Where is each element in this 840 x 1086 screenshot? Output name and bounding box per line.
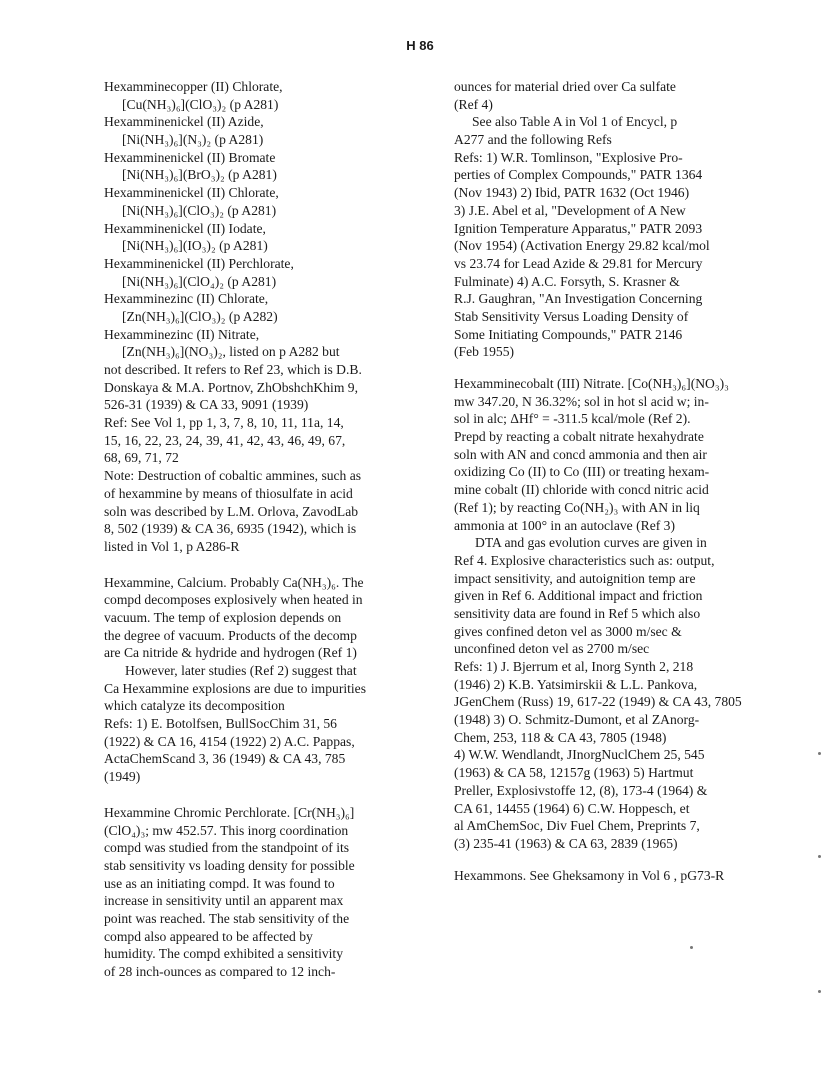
entry-heading: Hexamminenickel (II) Perchlorate, (104, 255, 294, 271)
text-line: 526-31 (1939) & CA 33, 9091 (1939) (104, 397, 309, 413)
entry-formula: [Cu(NH₃)₆](ClO₃)₂ (p A281) (122, 96, 279, 112)
scan-speck (818, 855, 821, 858)
text-line: ounces for material dried over Ca sulfate (454, 79, 676, 94)
reference-line: Preller, Explosivstoffe 12, (8), 173-4 (1964) & (454, 782, 708, 798)
reference-line: Ref: See Vol 1, pp 1, 3, 7, 8, 10, 11, 11a, 14, (104, 415, 344, 431)
reference-line: Ignition Temperature Apparatus," PATR 2093 (454, 220, 703, 236)
reference-line: 15, 16, 22, 23, 24, 39, 41, 42, 43, 46, 49, 67, (104, 432, 346, 448)
text-line: stab sensitivity vs loading density for possible (104, 857, 355, 873)
entry-heading-hexammons: Hexammons. See Gheksamony in Vol 6 , pG73-R (454, 867, 725, 883)
text-line: unconfined deton vel as 2700 m/sec (454, 641, 650, 657)
note-line: of hexammine by means of thiosulfate in acid (104, 485, 353, 501)
text-line: A277 and the following Refs (454, 132, 612, 148)
note-line: Note: Destruction of cobaltic ammines, such as (104, 468, 362, 484)
text-line: humidity. The compd exhibited a sensitivity (104, 946, 343, 962)
entry-formula: [Zn(NH₃)₆](NO₃)₂, listed on p A282 but (122, 344, 340, 360)
reference-line: (3) 235-41 (1963) & CA 63, 2839 (1965) (454, 835, 678, 851)
entry-formula: [Zn(NH₃)₆](ClO₃)₂ (p A282) (122, 308, 278, 324)
text-line: Prepd by reacting a cobalt nitrate hexahydrate (454, 429, 704, 445)
reference-line: (Nov 1943) 2) Ibid, PATR 1632 (Oct 1946) (454, 185, 690, 201)
reference-line: vs 23.74 for Lead Azide & 29.81 for Mercury (454, 255, 703, 271)
text-line: gives confined deton vel as 3000 m/sec & (454, 623, 682, 639)
reference-line: Fulminate) 4) A.C. Forsyth, S. Krasner & (454, 273, 680, 289)
text-line: the degree of vacuum. Products of the decomp (104, 627, 357, 643)
text-line: soln with AN and concd ammonia and then air (454, 446, 707, 462)
text-line: DTA and gas evolution curves are given in (475, 535, 707, 551)
text-line: mw 347.20, N 36.32%; sol in hot sl acid w; in- (454, 393, 709, 409)
text-line: sol in alc; ΔHf° = -311.5 kcal/mole (Ref 2). (454, 411, 691, 427)
text-line: Donskaya & M.A. Portnov, ZhObshchKhim 9, (104, 379, 358, 395)
reference-line: R.J. Gaughran, "An Investigation Concerning (454, 291, 703, 307)
entry-heading: Hexamminezinc (II) Nitrate, (104, 326, 260, 342)
text-line: (Ref 1); by reacting Co(NH₂)₃ with AN in liq (454, 499, 700, 515)
entry-heading-chromic-perchlorate: Hexammine Chromic Perchlorate. [Cr(NH₃)₆] (104, 804, 355, 820)
note-line: soln was described by L.M. Orlova, ZavodLab (104, 503, 359, 519)
reference-line: 3) J.E. Abel et al, "Development of A New (454, 202, 686, 218)
reference-line: ActaChemScand 3, 36 (1949) & CA 43, 785 (104, 751, 346, 767)
entry-formula: [Ni(NH₃)₆](N₃)₂ (p A281) (122, 132, 264, 148)
text-line: mine cobalt (II) chloride with concd nitric acid (454, 482, 709, 498)
scan-speck (690, 946, 693, 949)
reference-line: (1963) & CA 58, 12157g (1963) 5) Hartmut (454, 765, 694, 781)
reference-line: Stab Sensitivity Versus Loading Density of (454, 308, 689, 324)
reference-line: (Nov 1954) (Activation Energy 29.82 kcal/mol (454, 238, 710, 254)
reference-line: (1948) 3) O. Schmitz-Dumont, et al ZAnorg- (454, 712, 700, 728)
reference-line: (1946) 2) K.B. Yatsimirskii & L.L. Pankova, (454, 676, 698, 692)
note-line: listed in Vol 1, p A286-R (104, 538, 240, 554)
text-line: vacuum. The temp of explosion depends on (104, 609, 342, 625)
entry-heading: Hexamminenickel (II) Chlorate, (104, 185, 279, 201)
entry-heading: Hexamminecopper (II) Chlorate, (104, 79, 283, 94)
text-line: See also Table A in Vol 1 of Encycl, p (472, 114, 678, 130)
entry-formula: [Ni(NH₃)₆](ClO₄)₂ (p A281) (122, 273, 277, 289)
left-column (104, 78, 416, 981)
reference-line: al AmChemSoc, Div Fuel Chem, Preprints 7, (454, 818, 700, 834)
text-line: However, later studies (Ref 2) suggest that (125, 663, 357, 678)
reference-line: 68, 69, 71, 72 (104, 450, 179, 466)
text-line: given in Ref 6. Additional impact and friction (454, 588, 703, 604)
text-line: (ClO₄)₃; mw 452.57. This inorg coordination (104, 822, 349, 838)
text-line: ammonia at 100° in an autoclave (Ref 3) (454, 517, 675, 533)
entry-heading: Hexamminenickel (II) Bromate (104, 149, 276, 165)
text-line: Ref 4. Explosive characteristics such as: output, (454, 552, 715, 568)
reference-line: 4) W.W. Wendlandt, JInorgNuclChem 25, 545 (454, 747, 705, 763)
entry-heading-cobalt-nitrate: Hexamminecobalt (III) Nitrate. [Co(NH₃)₆](NO₃)₃ (454, 376, 729, 391)
text-line: are Ca nitride & hydride and hydrogen (Ref 1) (104, 645, 357, 661)
entry-formula: [Ni(NH₃)₆](ClO₃)₂ (p A281) (122, 202, 277, 218)
text-line: which catalyze its decomposition (104, 698, 285, 714)
reference-line: (1922) & CA 16, 4154 (1922) 2) A.C. Pappas, (104, 733, 355, 749)
text-line: of 28 inch-ounces as compared to 12 inch- (104, 964, 336, 979)
text-line: compd was studied from the standpoint of its (104, 840, 350, 856)
reference-line: Some Initiating Compounds," PATR 2146 (454, 326, 683, 342)
reference-line: Refs: 1) W.R. Tomlinson, "Explosive Pro- (454, 149, 683, 165)
entry-formula: [Ni(NH₃)₆](BrO₃)₂ (p A281) (122, 167, 277, 183)
note-line: 8, 502 (1939) & CA 36, 6935 (1942), which is (104, 521, 357, 537)
reference-line: Refs: 1) E. Botolfsen, BullSocChim 31, 56 (104, 716, 337, 732)
reference-line: JGenChem (Russ) 19, 617-22 (1949) & CA 43, 7805 (454, 694, 742, 710)
text-line: (Ref 4) (454, 96, 493, 112)
reference-line: perties of Complex Compounds," PATR 1364 (454, 167, 703, 183)
text-line: point was reached. The stab sensitivity of the (104, 910, 350, 926)
reference-line: Refs: 1) J. Bjerrum et al, Inorg Synth 2, 218 (454, 659, 694, 674)
right-column (454, 78, 770, 884)
text-line: not described. It refers to Ref 23, which is D.B. (104, 362, 362, 377)
scan-speck (818, 752, 821, 755)
entry-heading: Hexamminenickel (II) Azide, (104, 114, 264, 130)
reference-line: Chem, 253, 118 & CA 43, 7805 (1948) (454, 729, 667, 745)
text-line: sensitivity data are found in Ref 5 which also (454, 605, 701, 621)
text-line: compd decomposes explosively when heated in (104, 592, 363, 608)
scan-speck (818, 990, 821, 993)
page-header: H 86 (406, 38, 434, 53)
text-line: compd also appeared to be affected by (104, 928, 313, 944)
text-line: Ca Hexammine explosions are due to impurities (104, 680, 366, 696)
reference-line: (1949) (104, 769, 141, 785)
reference-line: (Feb 1955) (454, 344, 515, 360)
text-line: oxidizing Co (II) to Co (III) or treating hexam- (454, 464, 710, 480)
reference-line: CA 61, 14455 (1964) 6) C.W. Hoppesch, et (454, 800, 690, 816)
text-line: increase in sensitivity until an apparent max (104, 893, 344, 909)
text-line: impact sensitivity, and autoignition temp are (454, 570, 696, 586)
entry-formula: [Ni(NH₃)₆](IO₃)₂ (p A281) (122, 238, 268, 254)
entry-heading: Hexamminenickel (II) Iodate, (104, 220, 266, 236)
entry-heading: Hexamminezinc (II) Chlorate, (104, 291, 269, 307)
entry-heading-calcium: Hexammine, Calcium. Probably Ca(NH₃)₆. The (104, 574, 364, 590)
text-line: use as an initiating compd. It was found to (104, 875, 335, 891)
